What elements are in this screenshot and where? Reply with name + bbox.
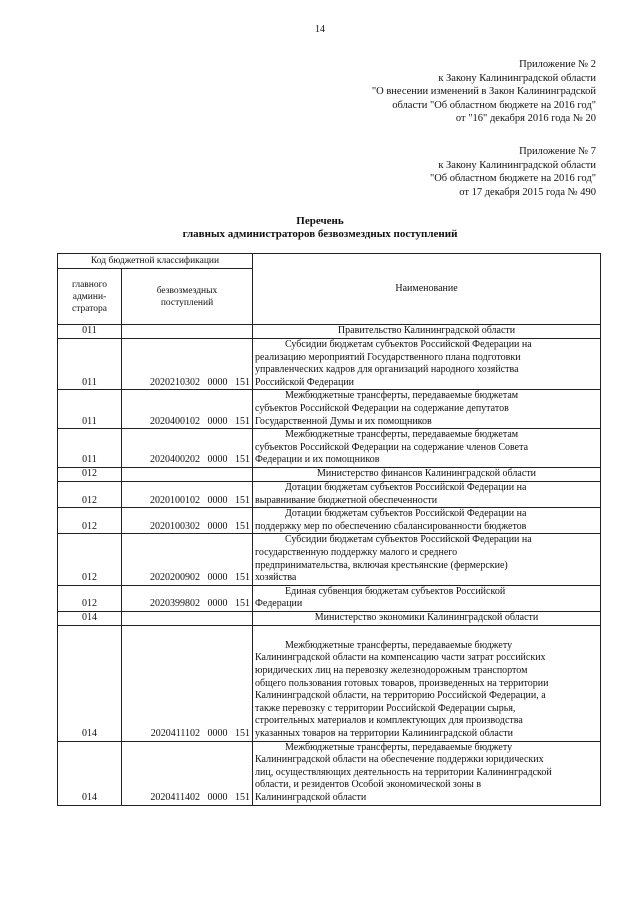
appendix-line: от 17 декабря 2015 года № 490 xyxy=(459,186,596,198)
appendix-line: "О внесении изменений в Закон Калининградской xyxy=(371,86,596,97)
row-admin-code: 012 xyxy=(58,508,122,534)
row-name-line: лиц, осуществляющих деятельность на территории Калининградской xyxy=(255,766,552,778)
document-title-line: Перечень xyxy=(296,215,344,227)
row-receipt-code-text: 2020210302 0000 151 xyxy=(150,376,251,388)
table-row xyxy=(58,508,601,534)
row-name xyxy=(253,390,601,429)
table-group-row xyxy=(58,611,601,625)
row-name-line: поддержку мер по обеспечению сбалансированности бюджетов xyxy=(255,520,527,532)
row-admin-code: 014 xyxy=(58,741,122,805)
header-line: главного xyxy=(71,279,108,290)
row-admin-code: 014 xyxy=(58,625,122,741)
appendix-line: "Об областном бюджете на 2016 год" xyxy=(429,173,596,184)
row-name-line: области, и резидентов Особой экономической зоны в xyxy=(255,779,482,791)
row-name-line: Единая субвенция бюджетам субъектов Российской xyxy=(285,585,506,597)
row-name xyxy=(253,625,601,741)
row-receipt-code xyxy=(122,625,253,741)
row-name-line: Межбюджетные трансферты, передаваемые бюджетам xyxy=(285,390,519,402)
appendix-line: к Закону Калининградской области xyxy=(438,159,596,171)
group-code: 011 xyxy=(58,325,122,339)
appendix-line: области "Об областном бюджете на 2016 год" xyxy=(392,99,596,111)
table-row xyxy=(58,390,601,429)
row-name-line: выравнивание бюджетной обеспеченности xyxy=(255,494,438,506)
group-code-empty xyxy=(122,611,253,625)
row-receipt-code xyxy=(122,339,253,390)
group-code: 012 xyxy=(58,467,122,481)
row-receipt-code-text: 2020100102 0000 151 xyxy=(150,494,251,506)
row-name-line: субъектов Российской Федерации на содержание членов Совета xyxy=(255,441,529,453)
row-name xyxy=(253,429,601,468)
header-line: стратора xyxy=(72,303,107,314)
group-code-empty xyxy=(122,325,253,339)
header-line: безвозмездных xyxy=(156,285,218,296)
appendix-line: к Закону Калининградской области xyxy=(438,72,596,84)
row-receipt-code xyxy=(122,481,253,507)
row-name-line: государственную поддержку малого и среднего xyxy=(255,546,458,558)
row-name-line: Субсидии бюджетам субъектов Российской Федерации на xyxy=(285,339,532,350)
table-group-row xyxy=(58,467,601,481)
row-receipt-code-text: 2020200902 0000 151 xyxy=(150,572,251,584)
row-name-line: управленческих кадров для организаций народного хозяйства xyxy=(255,364,519,376)
row-receipt-code-text: 2020400102 0000 151 xyxy=(150,415,251,427)
row-name-line: реализацию мероприятий Государственного плана подготовки xyxy=(255,351,521,363)
group-name: Министерство экономики Калининградской области xyxy=(253,611,601,625)
header-line: админи- xyxy=(72,291,107,302)
row-name xyxy=(253,339,601,390)
row-receipt-code-text: 2020400202 0000 151 xyxy=(150,454,251,466)
row-name-line: также перевозку с территории Российской Федерации сырья, xyxy=(255,702,516,714)
row-receipt-code-text: 2020411402 0000 151 xyxy=(150,792,251,803)
table-row xyxy=(58,741,601,805)
row-name xyxy=(253,508,601,534)
row-name-line: Калининградской области на компенсацию части затрат российских xyxy=(255,652,546,664)
table-group-row xyxy=(58,325,601,339)
group-name: Правительство Калининградской области xyxy=(253,325,601,339)
appendix-line: Приложение № 7 xyxy=(519,146,596,157)
row-name-line: Федерации и их помощников xyxy=(255,454,380,466)
row-receipt-code xyxy=(122,429,253,468)
row-admin-code: 011 xyxy=(58,390,122,429)
row-name xyxy=(253,481,601,507)
appendix-reference-law-amendment xyxy=(372,58,596,126)
appendix-reference-budget-law xyxy=(430,145,596,199)
row-name-line: Калининградской области, на территорию Российской Федерации, а xyxy=(255,690,546,702)
row-name-line: общего пользования готовых товаров, произведенных на территории xyxy=(255,677,549,689)
row-receipt-code xyxy=(122,741,253,805)
row-name-line: предпринимательства, включая крестьянские (фермерские) xyxy=(255,559,508,571)
row-name-line: Дотации бюджетам субъектов Российской Федерации на xyxy=(285,481,527,493)
row-admin-code: 012 xyxy=(58,534,122,585)
header-gratuitous-receipts xyxy=(122,269,253,325)
header-main-administrator xyxy=(58,269,122,325)
appendix-line: от "16" декабря 2016 года № 20 xyxy=(455,113,596,124)
row-receipt-code-text: 2020399802 0000 151 xyxy=(150,598,251,610)
row-name-line: указанных товаров на территории Калининградской области xyxy=(255,728,514,740)
row-name-line: субъектов Российской Федерации на содержание депутатов xyxy=(255,402,509,414)
row-name-line: Федерации xyxy=(255,598,303,610)
row-receipt-code xyxy=(122,534,253,585)
row-name xyxy=(253,741,601,805)
row-receipt-code xyxy=(122,508,253,534)
row-admin-code: 011 xyxy=(58,429,122,468)
row-name-line: Калининградской области на обеспечение поддержки юридических xyxy=(255,754,544,766)
document-title-line: главных администраторов безвозмездных поступлений xyxy=(182,228,458,240)
table-row xyxy=(58,481,601,507)
group-code-empty xyxy=(122,467,253,481)
header-line: поступлений xyxy=(160,297,214,308)
row-receipt-code-text: 2020100302 0000 151 xyxy=(150,520,251,532)
page-number: 14 xyxy=(315,24,325,35)
group-code: 014 xyxy=(58,611,122,625)
table-row xyxy=(58,625,601,741)
row-name xyxy=(253,534,601,585)
row-receipt-code xyxy=(122,390,253,429)
table-row xyxy=(58,585,601,611)
row-name-line: Дотации бюджетам субъектов Российской Федерации на xyxy=(285,508,527,520)
table-row xyxy=(58,534,601,585)
row-name-line: строительных материалов и комплектующих для производства xyxy=(255,715,523,727)
row-receipt-code-text: 2020411102 0000 151 xyxy=(150,728,251,740)
row-admin-code: 012 xyxy=(58,481,122,507)
row-name-line: Калининградской области xyxy=(255,792,367,803)
row-admin-code: 012 xyxy=(58,585,122,611)
administrators-table xyxy=(57,253,601,806)
row-name-line: Российской Федерации xyxy=(255,376,355,388)
row-receipt-code xyxy=(122,585,253,611)
row-name xyxy=(253,585,601,611)
document-title xyxy=(0,215,640,241)
row-name-line: юридических лиц на перевозку железнодорожным транспортом xyxy=(255,665,528,677)
row-name-line: Межбюджетные трансферты, передаваемые бюджетам xyxy=(285,429,519,441)
row-name-line: Государственной Думы и их помощников xyxy=(255,415,432,427)
row-admin-code: 011 xyxy=(58,339,122,390)
row-name-line: Межбюджетные трансферты, передаваемые бюджету xyxy=(285,639,513,651)
appendix-line: Приложение № 2 xyxy=(519,59,596,70)
table-row xyxy=(58,429,601,468)
group-name: Министерство финансов Калининградской области xyxy=(253,467,601,481)
table-row xyxy=(58,339,601,390)
header-budget-classification: Код бюджетной классификации xyxy=(58,254,253,269)
header-name: Наименование xyxy=(253,254,601,325)
row-name-line: хозяйства xyxy=(255,572,297,584)
row-name-line: Межбюджетные трансферты, передаваемые бюджету xyxy=(285,741,513,753)
row-name-line: Субсидии бюджетам субъектов Российской Федерации на xyxy=(285,534,532,546)
